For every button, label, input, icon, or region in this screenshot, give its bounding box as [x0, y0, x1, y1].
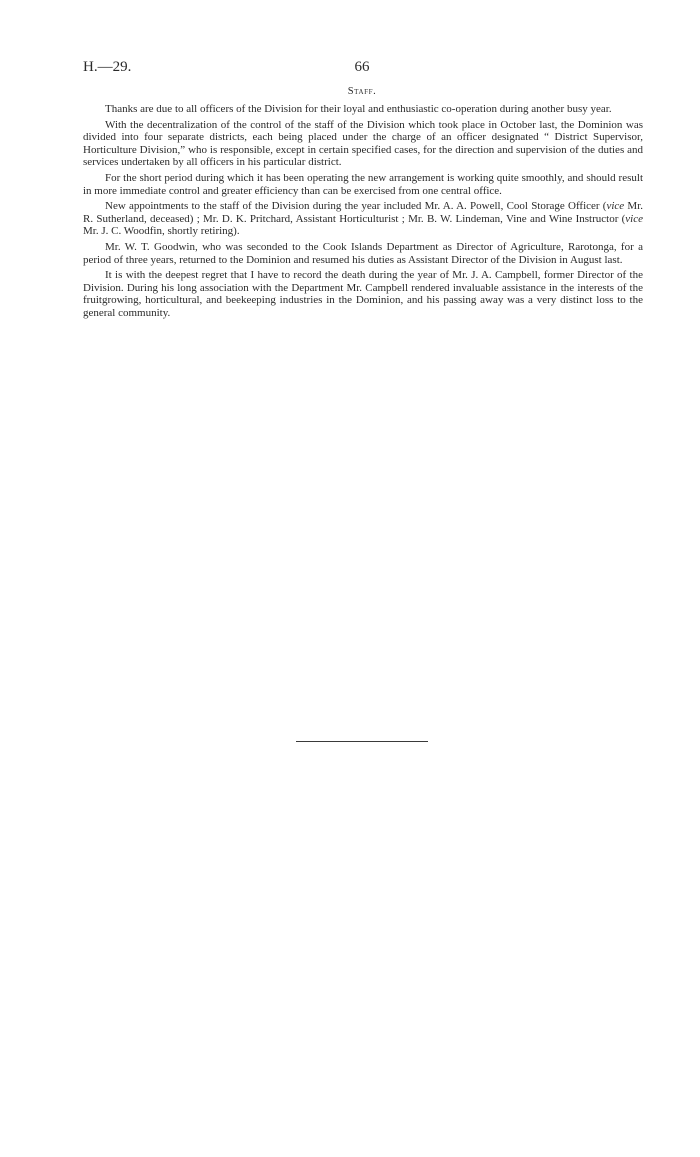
document-reference: H.—29.	[83, 59, 132, 75]
paragraph-thanks: Thanks are due to all officers of the Division for their loyal and enthusiastic co-operation during another busy year.	[105, 103, 612, 115]
page-number: 66	[354, 59, 370, 75]
end-divider-rule	[296, 741, 428, 742]
section-heading: Staff.	[347, 86, 377, 97]
paragraph-campbell-obituary: It is with the deepest regret that I have to record the death during the year of Mr. J. A. Campbell, former Director of the Division. During his long association with the Department Mr. Campbell rendered invaluable assistance in the interests of the fruitgrowing, horticultural, and beekeeping industries in the Dominion, and his passing away was a very distinct loss to the general community.	[83, 269, 643, 319]
paragraph-new-arrangement: For the short period during which it has been operating the new arrangement is working quite smoothly, and should result in more immediate control and greater efficiency than can be exercised from one central office.	[83, 171, 643, 197]
paragraph-decentralization: With the decentralization of the control of the staff of the Division which took place in October last, the Dominion was divided into four separate districts, each being placed under the charge of an officer designated “ District Supervisor, Horticulture Division,” who is responsible, except in certain specified cases, for the direction and supervision of the duties and services undertaken by all officers in his particular district.	[83, 118, 643, 169]
section-body	[83, 103, 643, 320]
paragraph-goodwin: Mr. W. T. Goodwin, who was seconded to the Cook Islands Department as Director of Agriculture, Rarotonga, for a period of three years, returned to the Dominion and resumed his duties as Assistant Director of the Division in August last.	[83, 240, 643, 266]
paragraph-new-appointments: New appointments to the staff of the Division during the year included Mr. A. A. Powell, Cool Storage Officer (vice Mr. R. Sutherland, deceased) ; Mr. D. K. Pritchard, Assistant Horticulturist ; Mr. B. W. Lindeman, Vine and Wine Instructor (vice Mr. J. C. Woodfin, shortly retiring).	[83, 200, 643, 238]
